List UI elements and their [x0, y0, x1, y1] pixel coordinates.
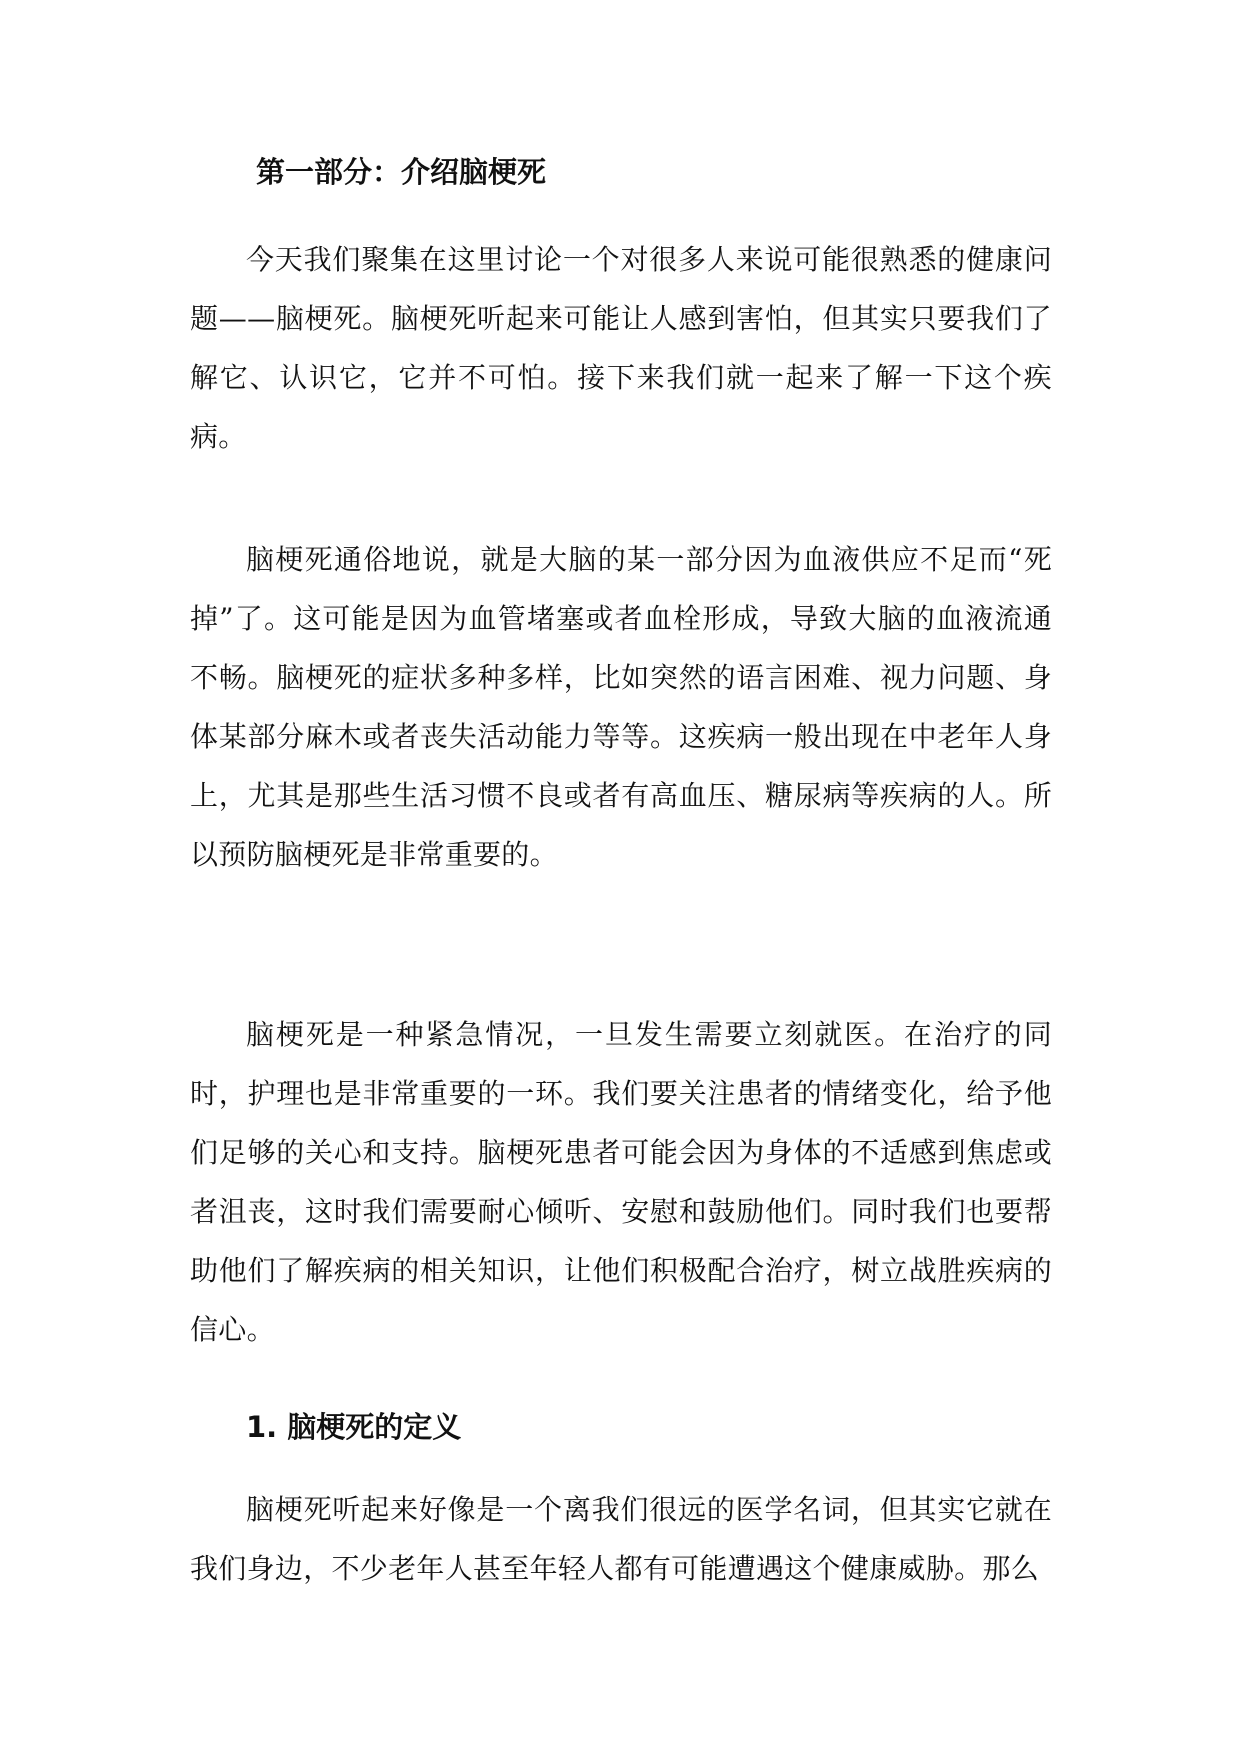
paragraph-explanation: 脑梗死通俗地说，就是大脑的某一部分因为血液供应不足而“死掉”了。这可能是因为血管堵塞或者血栓形成，导致大脑的血液流通不畅。脑梗死的症状多种多样，比如突然的语言困难、视力问题、身体某部分麻木或者丧失活动能力等等。这疾病一般出现在中老年人身上，尤其是那些生活习惯不良或者有高血压、糖尿病等疾病的人。所以预防脑梗死是非常重要的。 — [190, 543, 1052, 871]
paragraph-care: 脑梗死是一种紧急情况，一旦发生需要立刻就医。在治疗的同时，护理也是非常重要的一环。我们要关注患者的情绪变化，给予他们足够的关心和支持。脑梗死患者可能会因为身体的不适感到焦虑或者沮丧，这时我们需要耐心倾听、安慰和鼓励他们。同时我们也要帮助他们了解疾病的相关知识，让他们积极配合治疗，树立战胜疾病的信心。 — [190, 1018, 1052, 1346]
subsection-title: 1. 脑梗死的定义 — [246, 1410, 462, 1444]
section-title: 第一部分：介绍脑梗死 — [256, 155, 547, 189]
paragraph-intro: 今天我们聚集在这里讨论一个对很多人来说可能很熟悉的健康问题——脑梗死。脑梗死听起来可能让人感到害怕，但其实只要我们了解它、认识它，它并不可怕。接下来我们就一起来了解一下这个疾病。 — [190, 243, 1052, 453]
paragraph-definition: 脑梗死听起来好像是一个离我们很远的医学名词，但其实它就在我们身边，不少老年人甚至年轻人都有可能遭遇这个健康威胁。那么 — [190, 1493, 1052, 1585]
